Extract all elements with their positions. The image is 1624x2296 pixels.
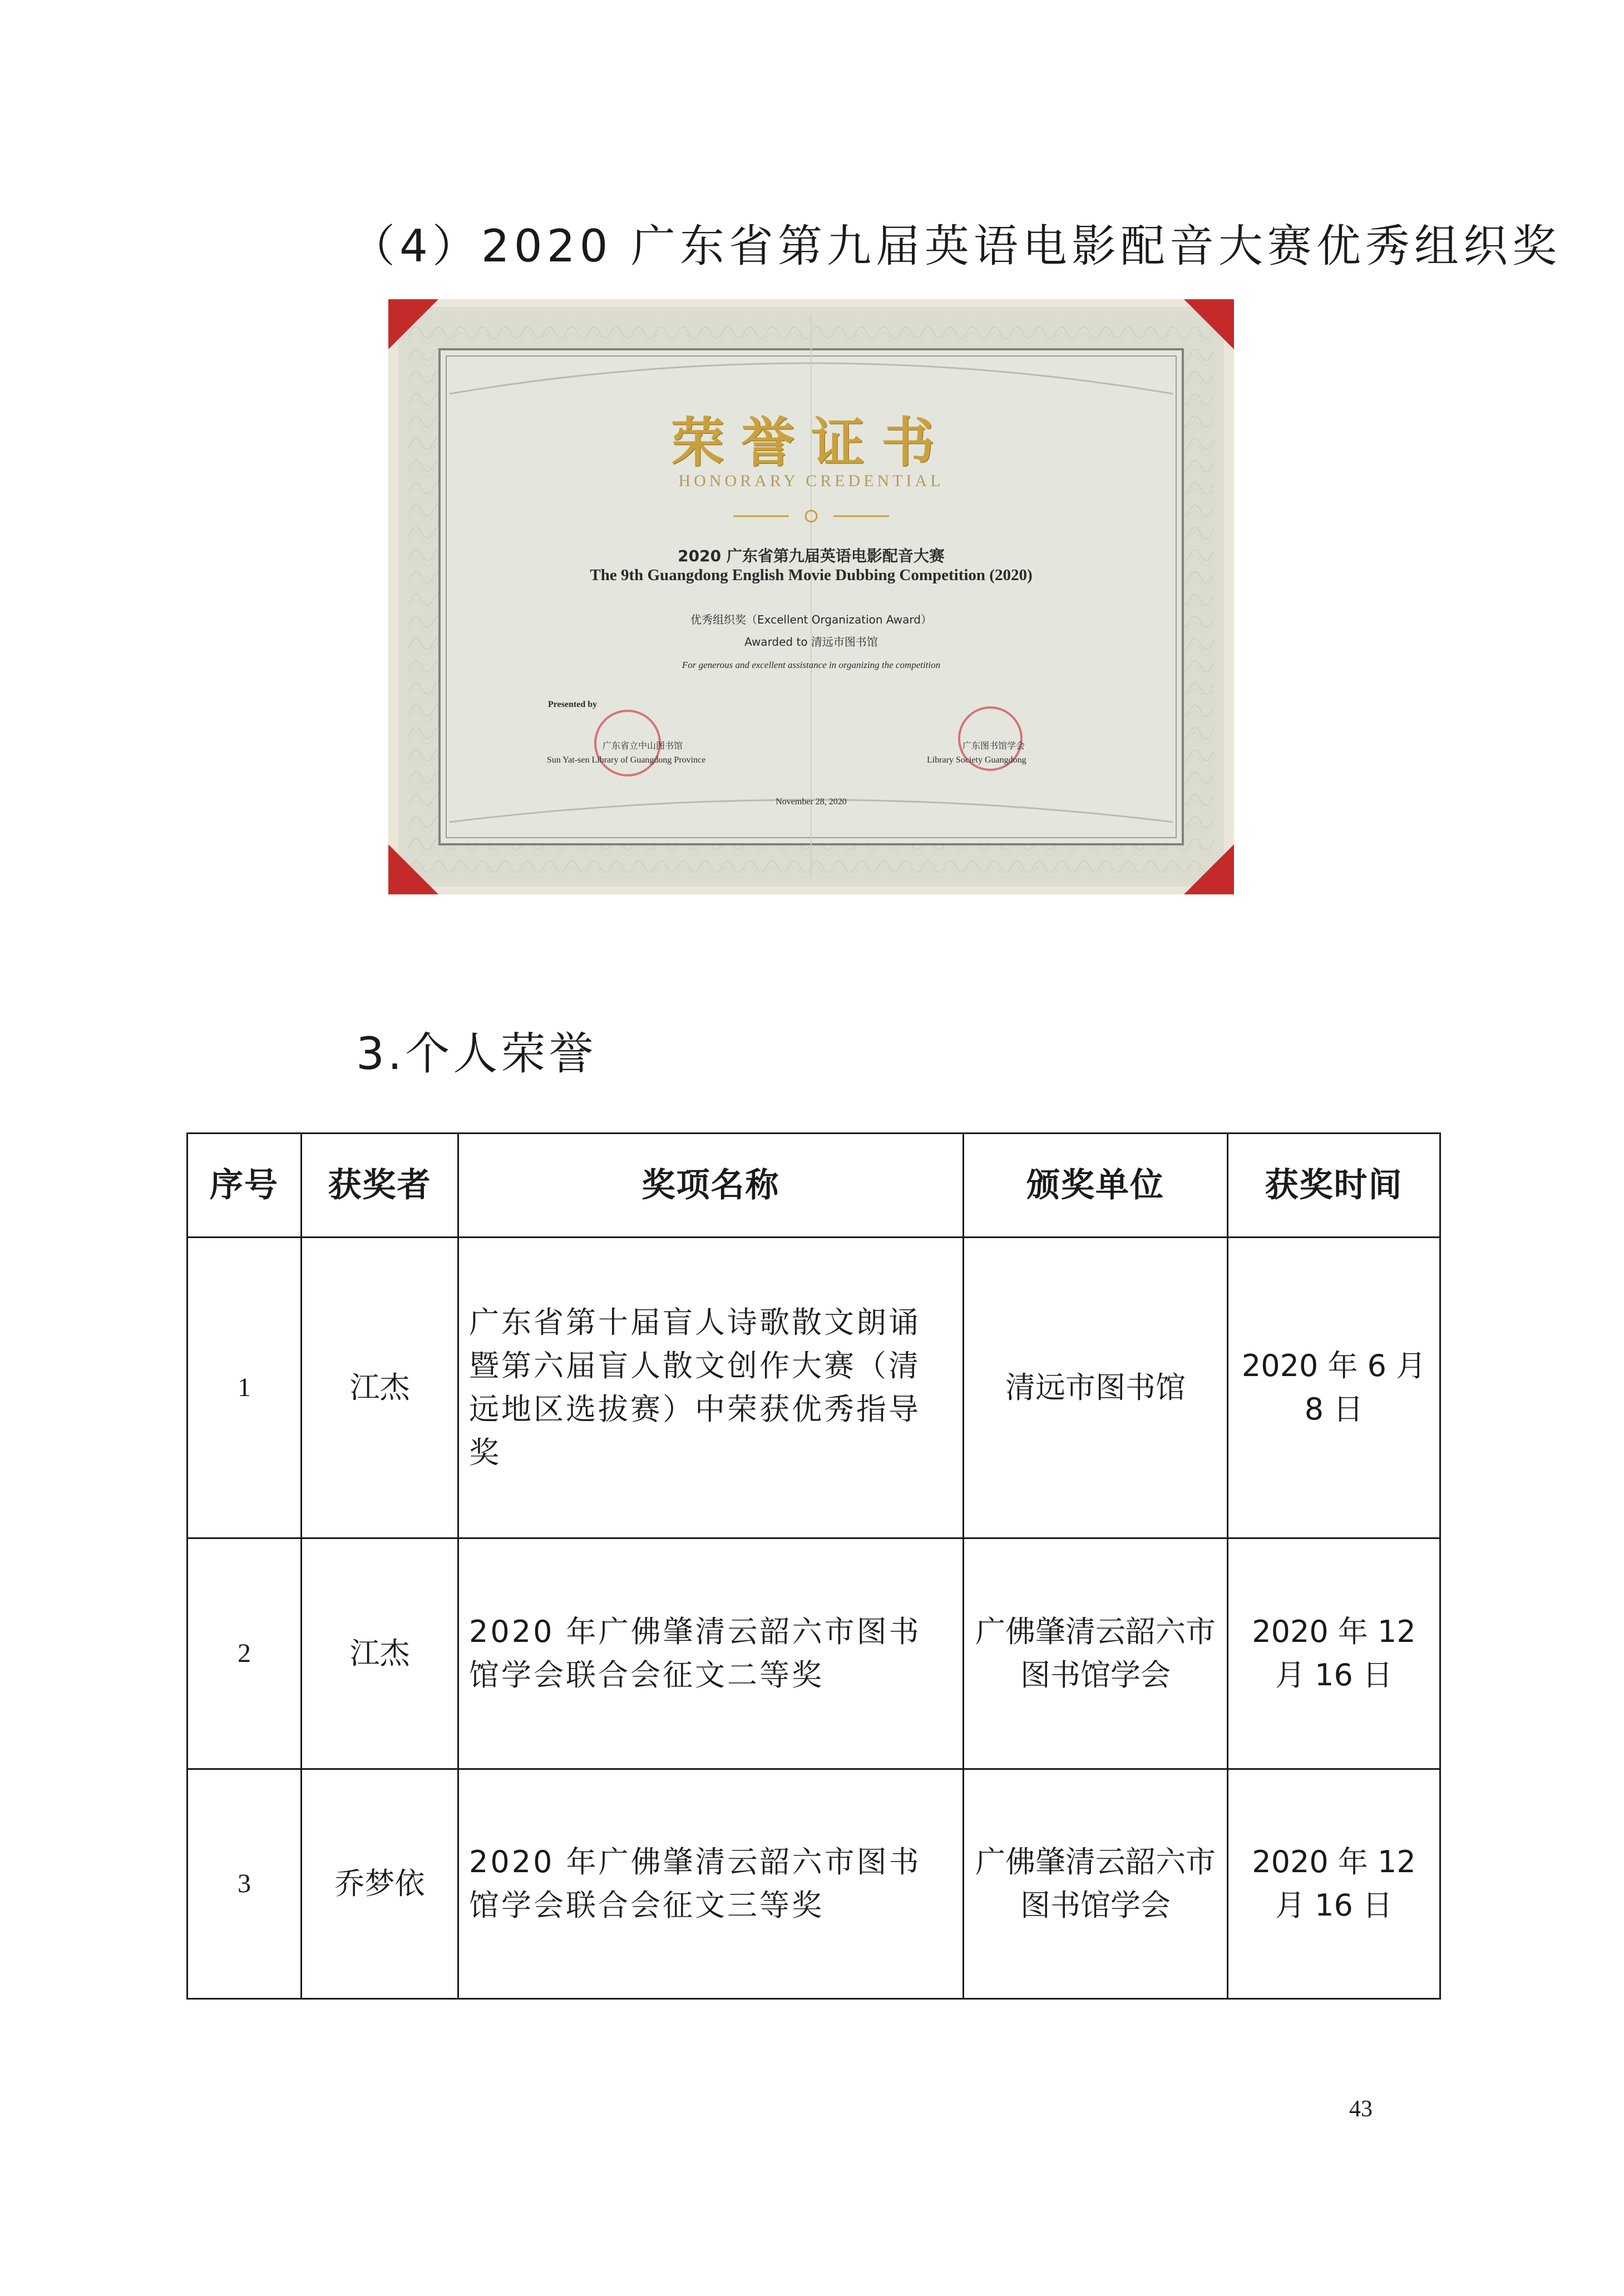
cell-issuer: 广佛肇清云韶六市图书馆学会 xyxy=(964,1538,1228,1769)
certificate-date: November 28, 2020 xyxy=(776,797,847,806)
certificate-awarded-to: Awarded to 清远市图书馆 xyxy=(744,635,878,649)
cell-winner: 江杰 xyxy=(302,1238,458,1538)
cell-award-date: 2020 年 6 月 8 日 xyxy=(1228,1238,1440,1538)
cell-award-date: 2020 年 12 月 16 日 xyxy=(1228,1538,1440,1769)
cell-issuer: 广佛肇清云韶六市图书馆学会 xyxy=(964,1769,1228,1999)
table-row xyxy=(187,1238,1440,1538)
certificate-photo xyxy=(388,299,1234,894)
page-number: 43 xyxy=(1349,2096,1373,2122)
cell-winner: 乔梦依 xyxy=(302,1769,458,1999)
certificate-title: 荣誉证书 xyxy=(671,411,951,474)
table-header-row xyxy=(187,1134,1440,1238)
cell-award-name: 2020 年广佛肇清云韶六市图书馆学会联合会征文三等奖 xyxy=(458,1769,964,1999)
personal-honors-table xyxy=(186,1132,1441,2000)
table-row xyxy=(187,1538,1440,1769)
cell-award-name: 2020 年广佛肇清云韶六市图书馆学会联合会征文二等奖 xyxy=(458,1538,964,1769)
certificate-award-name: 优秀组织奖（Excellent Organization Award） xyxy=(690,613,932,626)
certificate-org-right-cn: 广东图书馆学会 xyxy=(962,740,1025,751)
certificate-title-english: HONORARY CREDENTIAL xyxy=(678,472,944,490)
section-heading-personal-honors: 3.个人荣誉 xyxy=(356,1028,597,1080)
certificate-reason: For generous and excellent assistance in organizing the competition xyxy=(682,660,941,670)
cell-award-name: 广东省第十届盲人诗歌散文朗诵暨第六届盲人散文创作大赛（清远地区选拔赛）中荣获优秀指导奖 xyxy=(458,1238,964,1538)
section-heading-organization-award: （4）2020 广东省第九届英语电影配音大赛优秀组织奖 xyxy=(351,220,1561,272)
table-row xyxy=(187,1769,1440,1999)
cell-index: 3 xyxy=(187,1769,302,1999)
certificate-presented-by: Presented by xyxy=(548,700,598,709)
certificate-org-right-en: Library Society Guangdong xyxy=(927,755,1026,765)
cell-winner: 江杰 xyxy=(302,1538,458,1769)
certificate-org-left-cn: 广东省立中山图书馆 xyxy=(603,740,683,751)
header-award-date: 获奖时间 xyxy=(1228,1134,1440,1238)
header-award-name: 奖项名称 xyxy=(458,1134,964,1238)
cell-index: 1 xyxy=(187,1238,302,1538)
cell-issuer: 清远市图书馆 xyxy=(964,1238,1228,1538)
header-issuer: 颁奖单位 xyxy=(964,1134,1228,1238)
certificate-competition-en: The 9th Guangdong English Movie Dubbing Competition (2020) xyxy=(590,566,1033,584)
header-index: 序号 xyxy=(187,1134,302,1238)
header-winner: 获奖者 xyxy=(302,1134,458,1238)
certificate-competition-cn: 2020 广东省第九届英语电影配音大赛 xyxy=(678,547,945,565)
cell-award-date: 2020 年 12 月 16 日 xyxy=(1228,1769,1440,1999)
cell-index: 2 xyxy=(187,1538,302,1769)
certificate-org-left-en: Sun Yat-sen Library of Guangdong Province xyxy=(547,755,706,765)
